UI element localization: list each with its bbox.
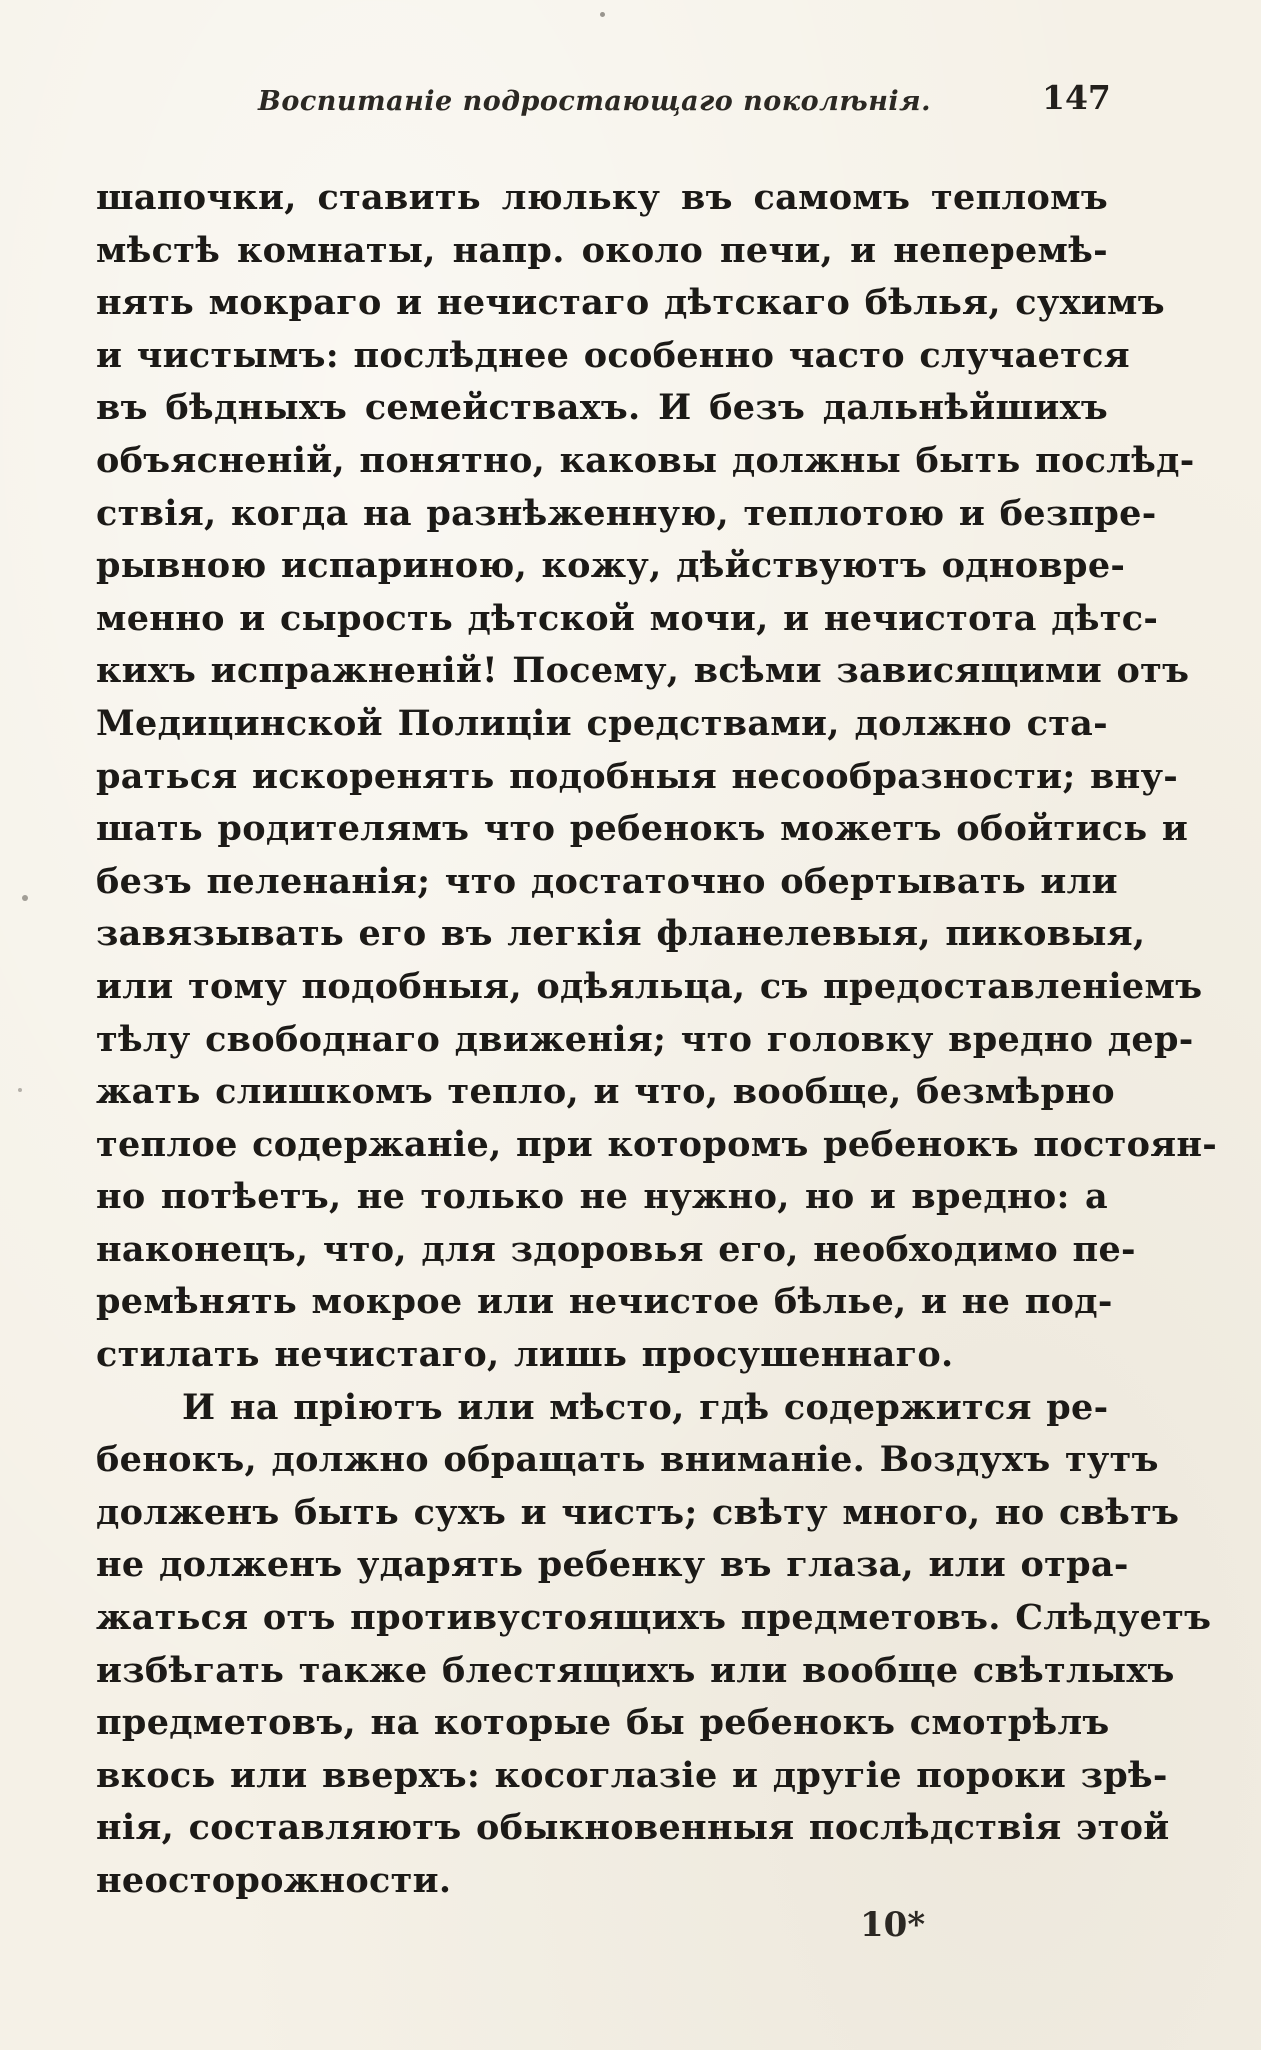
running-title: Воспитаніе подростающаго поколѣнія. bbox=[258, 86, 932, 117]
text-line: долженъ быть сухъ и чистъ; свѣту много, но свѣтъ bbox=[96, 1491, 1180, 1533]
text-line: наконецъ, что, для здоровья его, необходимо пе- bbox=[96, 1228, 1136, 1270]
text-line: и чистымъ: послѣднее особенно часто случается bbox=[96, 334, 1130, 376]
text-line: шапочки, ставить люльку въ самомъ тепломъ bbox=[96, 177, 1108, 218]
text-line: жаться отъ противустоящихъ предметовъ. Слѣдуетъ bbox=[96, 1597, 1212, 1639]
text-line: стилать нечистаго, лишь просушеннаго. bbox=[96, 1334, 954, 1376]
text-line: завязывать его въ легкія фланелевыя, пиковыя, bbox=[96, 913, 1146, 955]
text-line: вкось или вверхъ: косоглазіе и другіе пороки зрѣ- bbox=[96, 1754, 1168, 1796]
text-line: не долженъ ударять ребенку въ глаза, или отра- bbox=[96, 1544, 1129, 1586]
text-line: нія, составляютъ обыкновенныя послѣдствія этой bbox=[96, 1807, 1170, 1849]
text-line: ствія, когда на разнѣженную, теплотою и безпре- bbox=[96, 492, 1157, 534]
body-text bbox=[96, 172, 1218, 1908]
text-line: нять мокраго и нечистаго дѣтскаго бѣлья, сухимъ bbox=[96, 282, 1165, 324]
text-line: кихъ испражненій! Посему, всѣми зависящими отъ bbox=[96, 650, 1190, 692]
paper-speck bbox=[22, 895, 28, 901]
text-line: раться искоренять подобныя несообразности; вну- bbox=[96, 755, 1179, 797]
page-number: 147 bbox=[1042, 78, 1111, 117]
text-line: менно и сырость дѣтской мочи, и нечистота дѣтс- bbox=[96, 597, 1159, 639]
text-line: или тому подобныя, одѣяльца, съ предоставленіемъ bbox=[96, 965, 1203, 1007]
text-line: рывною испариною, кожу, дѣйствуютъ одновре- bbox=[96, 545, 1126, 587]
text-line: неосторожности. bbox=[96, 1860, 452, 1901]
text-line: мѣстѣ комнаты, напр. около печи, и неперемѣ- bbox=[96, 229, 1108, 271]
text-line: въ бѣдныхъ семействахъ. И безъ дальнѣйшихъ bbox=[96, 387, 1108, 429]
paper-speck bbox=[18, 1088, 22, 1092]
text-line-paragraph-start: И на пріютъ или мѣсто, гдѣ содержится ре- bbox=[182, 1386, 1109, 1428]
text-line: ремѣнять мокрое или нечистое бѣлье, и не под- bbox=[96, 1281, 1113, 1323]
text-line: избѣгать также блестящихъ или вообще свѣтлыхъ bbox=[96, 1649, 1175, 1691]
text-line: бенокъ, должно обращать вниманіе. Воздухъ тутъ bbox=[96, 1439, 1159, 1481]
text-line: теплое содержаніе, при которомъ ребенокъ постоян- bbox=[96, 1123, 1218, 1165]
text-line: но потѣетъ, не только не нужно, но и вредно: а bbox=[96, 1176, 1108, 1218]
text-line: жать слишкомъ тепло, и что, вообще, безмѣрно bbox=[96, 1071, 1115, 1113]
text-line: тѣлу свободнаго движенія; что головку вредно дер- bbox=[96, 1018, 1194, 1060]
text-line: шать родителямъ что ребенокъ можетъ обойтись и bbox=[96, 808, 1189, 850]
paper-speck bbox=[600, 12, 605, 17]
text-line: объясненій, понятно, каковы должны быть послѣд- bbox=[96, 439, 1195, 481]
text-line: безъ пеленанія; что достаточно обертывать или bbox=[96, 860, 1118, 902]
text-line: Медицинской Полиціи средствами, должно ста- bbox=[96, 702, 1108, 744]
signature-mark: 10* bbox=[860, 1905, 926, 1945]
text-line: предметовъ, на которые бы ребенокъ смотрѣлъ bbox=[96, 1702, 1110, 1744]
